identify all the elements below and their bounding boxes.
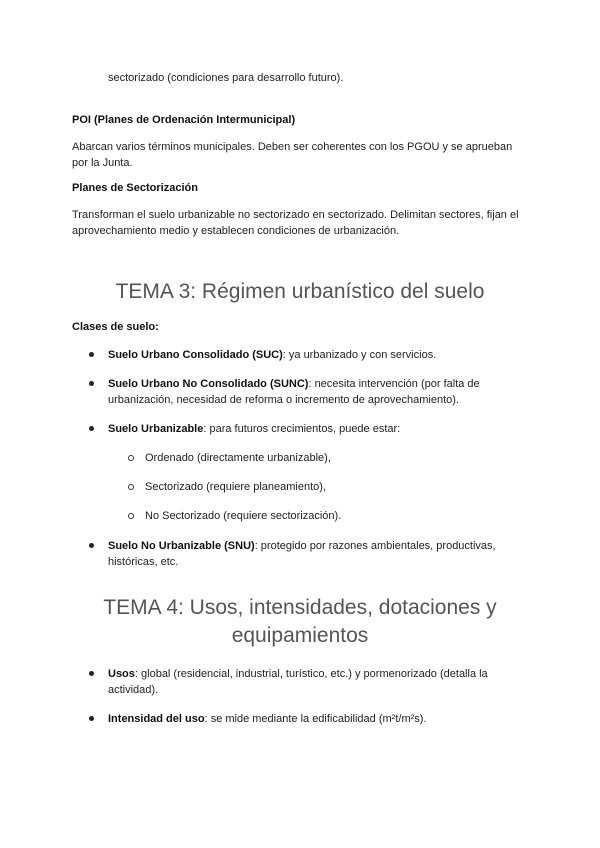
list-item-term: Suelo Urbano Consolidado (SUC) [108,349,283,361]
sub-bullet-icon [128,455,134,461]
list-item-text-continuation: históricas, etc. [108,556,179,568]
list-item [108,376,480,392]
list-item-term: Suelo No Urbanizable (SNU) [108,540,255,552]
sub-list-item: Sectorizado (requiere planeamiento), [145,481,326,493]
tema3-title: TEMA 3: Régimen urbanístico del suelo [115,280,485,303]
bullet-icon [89,426,94,431]
bullet-icon [89,716,94,721]
poi-text-line2: por la Junta. [72,157,133,169]
sectorizacion-heading: Planes de Sectorización [72,182,198,194]
clases-heading: Clases de suelo: [72,321,159,333]
list-item [108,421,400,437]
sub-bullet-icon [128,513,134,519]
tema4-title-line2: equipamientos [231,624,369,647]
bullet-icon [89,381,94,386]
list-item-text: : se mide mediante la edificabilidad (m²t/m²s). [204,713,427,725]
sub-list-item: Ordenado (directamente urbanizable), [145,452,331,464]
list-item-text: : para futuros crecimientos, puede estar: [203,423,401,435]
list-item-term: Suelo Urbano No Consolidado (SUNC) [108,378,309,390]
sub-list-item: No Sectorizado (requiere sectorización). [145,510,342,522]
list-item-text-continuation: actividad). [108,684,159,696]
list-item-text: : ya urbanizado y con servicios. [282,349,437,361]
list-item-term: Suelo Urbanizable [108,423,204,435]
poi-text-line1: Abarcan varios términos municipales. Deben ser coherentes con los PGOU y se aprueban [72,141,513,153]
list-item-text: : protegido por razones ambientales, productivas, [254,540,496,552]
list-item [108,666,488,682]
sub-bullet-icon [128,484,134,490]
bullet-icon [89,671,94,676]
bullet-icon [89,352,94,357]
poi-heading: POI (Planes de Ordenación Intermunicipal) [72,114,296,126]
continuation-text: sectorizado (condiciones para desarrollo futuro). [108,72,344,84]
list-item-text: : necesita intervención (por falta de [308,378,480,390]
list-item [108,711,427,727]
tema4-title-line1: TEMA 4: Usos, intensidades, dotaciones y [103,596,497,619]
list-item-text-continuation: urbanización, necesidad de reforma o incremento de aprovechamiento). [108,394,459,406]
sectorizacion-text-line2: aprovechamiento medio y establecen condiciones de urbanización. [72,225,400,237]
list-item-term: Intensidad del uso [108,713,205,725]
sectorizacion-text-line1: Transforman el suelo urbanizable no sectorizado en sectorizado. Delimitan sectores, fijan el [72,209,519,221]
list-item [108,538,496,554]
list-item-text: : global (residencial, industrial, turístico, etc.) y pormenorizado (detalla la [134,668,488,680]
list-item-term: Usos [108,668,135,680]
bullet-icon [89,543,94,548]
list-item [108,347,436,363]
